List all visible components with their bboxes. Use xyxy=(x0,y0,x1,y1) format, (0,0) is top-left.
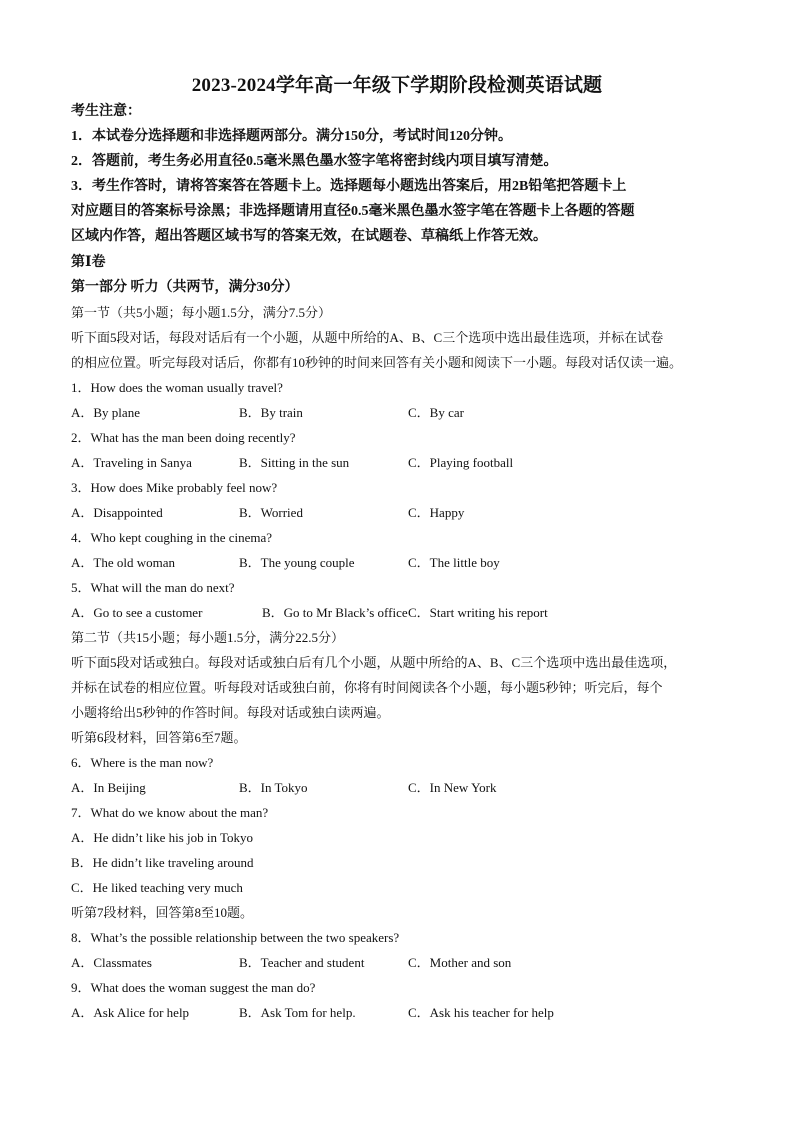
question-9-option-c: C．Ask his teacher for help xyxy=(408,1005,554,1020)
question-1-option-b: B．By train xyxy=(239,405,303,420)
question-9-option-b: B．Ask Tom for help. xyxy=(239,1005,356,1020)
question-9-option-a: A．Ask Alice for help xyxy=(71,1005,190,1020)
question-2-option-a: A．Traveling in Sanya xyxy=(71,455,192,470)
material-7-note: 听第7段材料，回答第8至10题。 xyxy=(71,905,254,920)
question-6-option-b: B．In Tokyo xyxy=(239,780,308,795)
part1-heading: 第一部分 听力（共两节，满分30分） xyxy=(71,280,299,295)
section1-heading: 第一节（共5小题；每小题1.5分，满分7.5分） xyxy=(71,305,332,320)
question-7-stem: 7．What do we know about the man? xyxy=(71,805,269,820)
question-2-option-c: C．Playing football xyxy=(408,455,514,470)
question-3-option-a: A．Disappointed xyxy=(71,505,163,520)
section2-instruction-1: 听下面5段对话或独白。每段对话或独白后有几个小题，从题中所给的A、B、C三个选项中选出最佳选项， xyxy=(71,655,677,670)
section2-instruction-2: 并标在试卷的相应位置。听每段对话或独白前，你将有时间阅读各个小题，每小题5秒钟；听完后，每个 xyxy=(71,680,663,695)
question-8-option-c: C．Mother and son xyxy=(408,955,512,970)
question-6-stem: 6．Where is the man now? xyxy=(71,755,214,770)
material-6-note: 听第6段材料，回答第6至7题。 xyxy=(71,730,247,745)
notice-heading: 考生注意： xyxy=(71,104,141,119)
question-4-option-b: B．The young couple xyxy=(239,555,355,570)
page-title: 2023-2024学年高一年级下学期阶段检测英语试题 xyxy=(191,75,603,96)
notice-item-3: 3．考生作答时，请将答案答在答题卡上。选择题每小题选出答案后，用2B铅笔把答题卡上 xyxy=(71,179,627,194)
question-6-option-c: C．In New York xyxy=(408,780,497,795)
question-5-option-b: B．Go to Mr Black’s office xyxy=(262,605,408,620)
question-7-option-c: C．He liked teaching very much xyxy=(71,880,243,895)
section2-instruction-3: 小题将给出5秒钟的作答时间。每段对话或独白读两遍。 xyxy=(71,705,390,720)
question-4-option-a: A．The old woman xyxy=(71,555,175,570)
question-8-option-a: A．Classmates xyxy=(71,955,152,970)
notice-item-3-cont2: 区域内作答，超出答题区域书写的答案无效，在试题卷、草稿纸上作答无效。 xyxy=(71,229,547,244)
question-5-stem: 5．What will the man do next? xyxy=(71,580,235,595)
question-3-stem: 3．How does Mike probably feel now? xyxy=(71,480,278,495)
notice-item-1: 1．本试卷分选择题和非选择题两部分。满分150分，考试时间120分钟。 xyxy=(71,129,512,144)
question-5-option-c: C．Start writing his report xyxy=(408,605,548,620)
notice-item-2: 2．答题前，考生务必用直径0.5毫米黑色墨水签字笔将密封线内项目填写清楚。 xyxy=(71,154,558,169)
section1-instruction-1: 听下面5段对话，每段对话后有一个小题，从题中所给的A、B、C三个选项中选出最佳选项，并标在试卷 xyxy=(71,330,664,345)
question-4-option-c: C．The little boy xyxy=(408,555,500,570)
question-6-option-a: A．In Beijing xyxy=(71,780,146,795)
question-1-stem: 1．How does the woman usually travel? xyxy=(71,380,283,395)
question-7-option-a: A．He didn’t like his job in Tokyo xyxy=(71,830,254,845)
question-1-option-a: A．By plane xyxy=(71,405,140,420)
question-2-option-b: B．Sitting in the sun xyxy=(239,455,350,470)
section2-heading: 第二节（共15小题；每小题1.5分，满分22.5分） xyxy=(71,630,345,645)
question-8-stem: 8．What’s the possible relationship between the two speakers? xyxy=(71,930,400,945)
volume-label: 第Ⅰ卷 xyxy=(71,255,106,270)
section1-instruction-2: 的相应位置。听完每段对话后，你都有10秒钟的时间来回答有关小题和阅读下一小题。每段对话仅读一遍。 xyxy=(71,355,683,370)
question-3-option-b: B．Worried xyxy=(239,505,303,520)
notice-item-3-cont1: 对应题目的答案标号涂黑；非选择题请用直径0.5毫米黑色墨水签字笔在答题卡上各题的答题 xyxy=(71,204,635,219)
question-1-option-c: C．By car xyxy=(408,405,464,420)
question-8-option-b: B．Teacher and student xyxy=(239,955,365,970)
question-4-stem: 4．Who kept coughing in the cinema? xyxy=(71,530,273,545)
question-3-option-c: C．Happy xyxy=(408,505,465,520)
question-2-stem: 2．What has the man been doing recently? xyxy=(71,430,296,445)
question-7-option-b: B．He didn’t like traveling around xyxy=(71,855,254,870)
question-5-option-a: A．Go to see a customer xyxy=(71,605,203,620)
question-9-stem: 9．What does the woman suggest the man do? xyxy=(71,980,316,995)
